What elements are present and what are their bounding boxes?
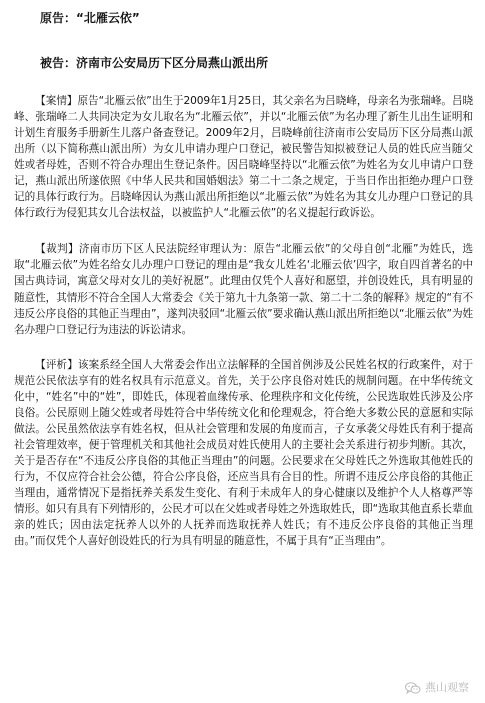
account-watermark (405, 681, 469, 695)
defendant-heading: 被告：济南市公安局历下区分局燕山派出所 (40, 56, 269, 70)
watermark-text: 燕山观察 (425, 681, 469, 694)
wechat-icon (405, 682, 421, 695)
commentary-paragraph: 【评析】该案系经全国人大常委会作出立法解释的全国首例涉及公民姓名权的行政案件，对于规范公民依法享有的姓名权具有示范意义。首先，关于公序良俗对姓氏的规制问题。在中华传统文化中，“姓名”中的“姓”，即姓氏，体现着血缘传承、伦理秩序和文化传统，公民选取姓氏涉及公序良俗。公民原则上随父姓或者母姓符合中华传统文化和伦理观念，符合绝大多数公民的意愿和实际做法。公民虽然依法享有姓名权，但从社会管理和发展的角度而言，子女承袭父母姓氏有利于提高社会管理效率，便于管理机关和其他社会成员对姓氏使用人的主要社会关系进行初步判断。其次，关于是否存在“不违反公序良俗的其他正当理由”的问题。公民要求在父母姓氏之外选取其他姓氏的行为，不仅应符合社会公德，符合公序良俗，还应当具有合目的性。所谓不违反公序良俗的其他正当理由，通常情况下是指抚养关系发生变化、有利于未成年人的身心健康以及维护个人人格尊严等情形。如只有具有下列情形的，公民才可以在父姓或者母姓之外选取姓氏，即“选取其他直系长辈血亲的姓氏；因由法定抚养人以外的人抚养而选取抚养人姓氏；有不违反公序良俗的其他正当理由。”而仅凭个人喜好创设姓氏的行为具有明显的随意性，不属于具有“正当理由”。 (14, 358, 473, 548)
case-facts-paragraph: 【案情】原告“北雁云依”出生于2009年1月25日，其父亲名为吕晓峰，母亲名为张瑞峰。吕晓峰、张瑞峰二人共同决定为女儿取名为“北雁云依”，并以“北雁云依”为名办理了新生儿出生证明和计划生育服务手册新生儿落户备查登记。2009年2月，吕晓峰前往济南市公安局历下区分局燕山派出所（以下简称燕山派出所）为女儿申请办理户口登记，被民警告知拟被登记人员的姓氏应当随父姓或者母姓，否则不符合办理出生登记条件。因吕晓峰坚持以“北雁云依”为姓名为女儿申请户口登记，燕山派出所遂依照《中华人民共和国婚姻法》第二十二条之规定，于当日作出拒绝办理户口登记的具体行政行为。吕晓峰因认为燕山派出所拒绝以“北雁云依”为姓名为其女儿办理户口登记的具体行政行为侵犯其女儿合法权益，以被监护人“北雁云依”的名义提起行政诉讼。 (14, 95, 473, 220)
plaintiff-heading: 原告：“北雁云依” (40, 11, 140, 25)
court-ruling-paragraph: 【裁判】济南市历下区人民法院经审理认为：原告“北雁云依”的父母自创“北雁”为姓氏，选取“北雁云依”为姓名给女儿办理户口登记的理由是“我女儿姓名‘北雁云依’四字，取自四首著名的中国古典诗词，寓意父母对女儿的美好祝愿”。此理由仅凭个人喜好和愿望，并创设姓氏，具有明显的随意性，其情形不符合全国人大常委会《关于第九十九条第一款、第二十二条的解释》规定的“有不违反公序良俗的其他正当理由”，遂判决驳回“北雁云依”要求确认燕山派出所拒绝以“北雁云依”为姓名办理户口登记行为违法的诉讼请求。 (14, 243, 473, 336)
